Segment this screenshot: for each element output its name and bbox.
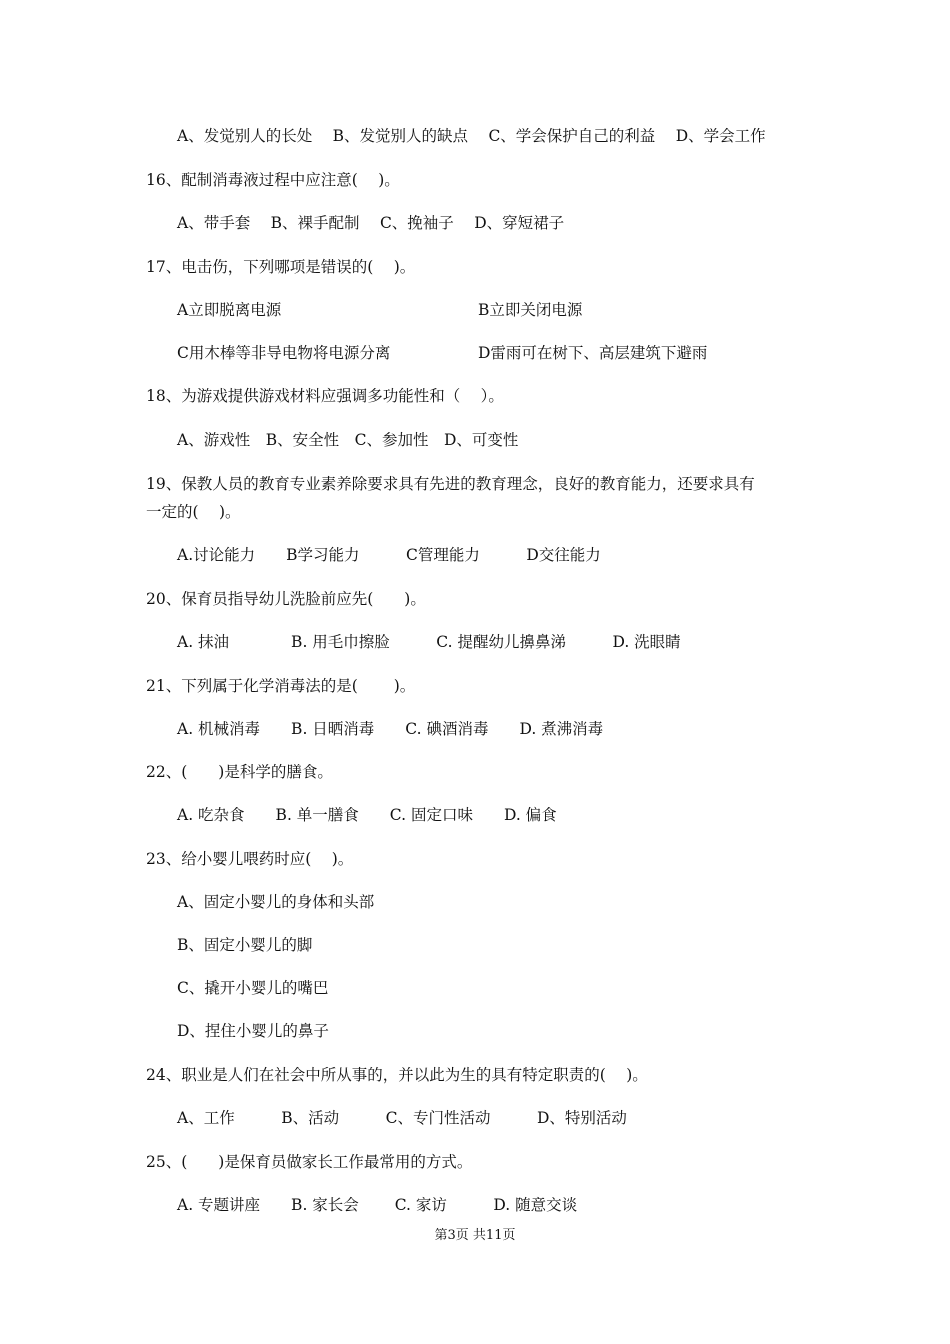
- q19-stem-line2: 一定的( )。: [146, 503, 241, 521]
- q23-option-c: C、撬开小婴儿的嘴巴: [177, 979, 329, 997]
- q22-stem: 22、( )是科学的膳食。: [146, 763, 333, 781]
- q22-options: A. 吃杂食 B. 单一膳食 C. 固定口味 D. 偏食: [177, 806, 557, 824]
- q20-options: A. 抹油 B. 用毛巾擦脸 C. 提醒幼儿擤鼻涕 D. 洗眼睛: [177, 633, 681, 651]
- q21-stem: 21、下列属于化学消毒法的是( )。: [146, 677, 416, 695]
- q23-option-b: B、固定小婴儿的脚: [177, 936, 313, 954]
- q16-stem: 16、配制消毒液过程中应注意( )。: [146, 171, 400, 189]
- q17-stem: 17、电击伤，下列哪项是错误的( )。: [146, 258, 416, 276]
- q19-options: A.讨论能力 B学习能力 C管理能力 D交往能力: [177, 546, 601, 564]
- q23-stem: 23、给小婴儿喂药时应( )。: [146, 850, 354, 868]
- q25-stem: 25、( )是保育员做家长工作最常用的方式。: [146, 1153, 473, 1171]
- q16-options: A、带手套 B、裸手配制 C、挽袖子 D、穿短裙子: [177, 214, 565, 232]
- page-footer: 第3页 共11页: [434, 1228, 516, 1243]
- q19-stem-line1: 19、保教人员的教育专业素养除要求具有先进的教育理念，良好的教育能力，还要求具有: [146, 475, 755, 493]
- q24-stem: 24、职业是人们在社会中所从事的，并以此为生的具有特定职责的( )。: [146, 1066, 648, 1084]
- q18-options: A、游戏性 B、安全性 C、参加性 D、可变性: [177, 431, 519, 449]
- q17-option-c: C用木棒等非导电物将电源分离: [177, 344, 391, 362]
- q24-options: A、工作 B、活动 C、专门性活动 D、特别活动: [177, 1109, 627, 1127]
- q17-option-b: B立即关闭电源: [478, 301, 583, 319]
- q17-option-d: D雷雨可在树下、高层建筑下避雨: [478, 344, 708, 362]
- q23-option-a: A、固定小婴儿的身体和头部: [177, 893, 375, 911]
- q18-stem: 18、为游戏提供游戏材料应强调多功能性和（ ）。: [146, 387, 504, 405]
- q21-options: A. 机械消毒 B. 日晒消毒 C. 碘酒消毒 D. 煮沸消毒: [177, 720, 604, 738]
- q17-option-a: A立即脱离电源: [177, 301, 282, 319]
- q20-stem: 20、保育员指导幼儿洗脸前应先( )。: [146, 590, 426, 608]
- q23-option-d: D、捏住小婴儿的鼻子: [177, 1022, 329, 1040]
- q25-options: A. 专题讲座 B. 家长会 C. 家访 D. 随意交谈: [177, 1196, 578, 1214]
- q15-options: A、发觉别人的长处 B、发觉别人的缺点 C、学会保护自己的利益 D、学会工作: [177, 127, 766, 145]
